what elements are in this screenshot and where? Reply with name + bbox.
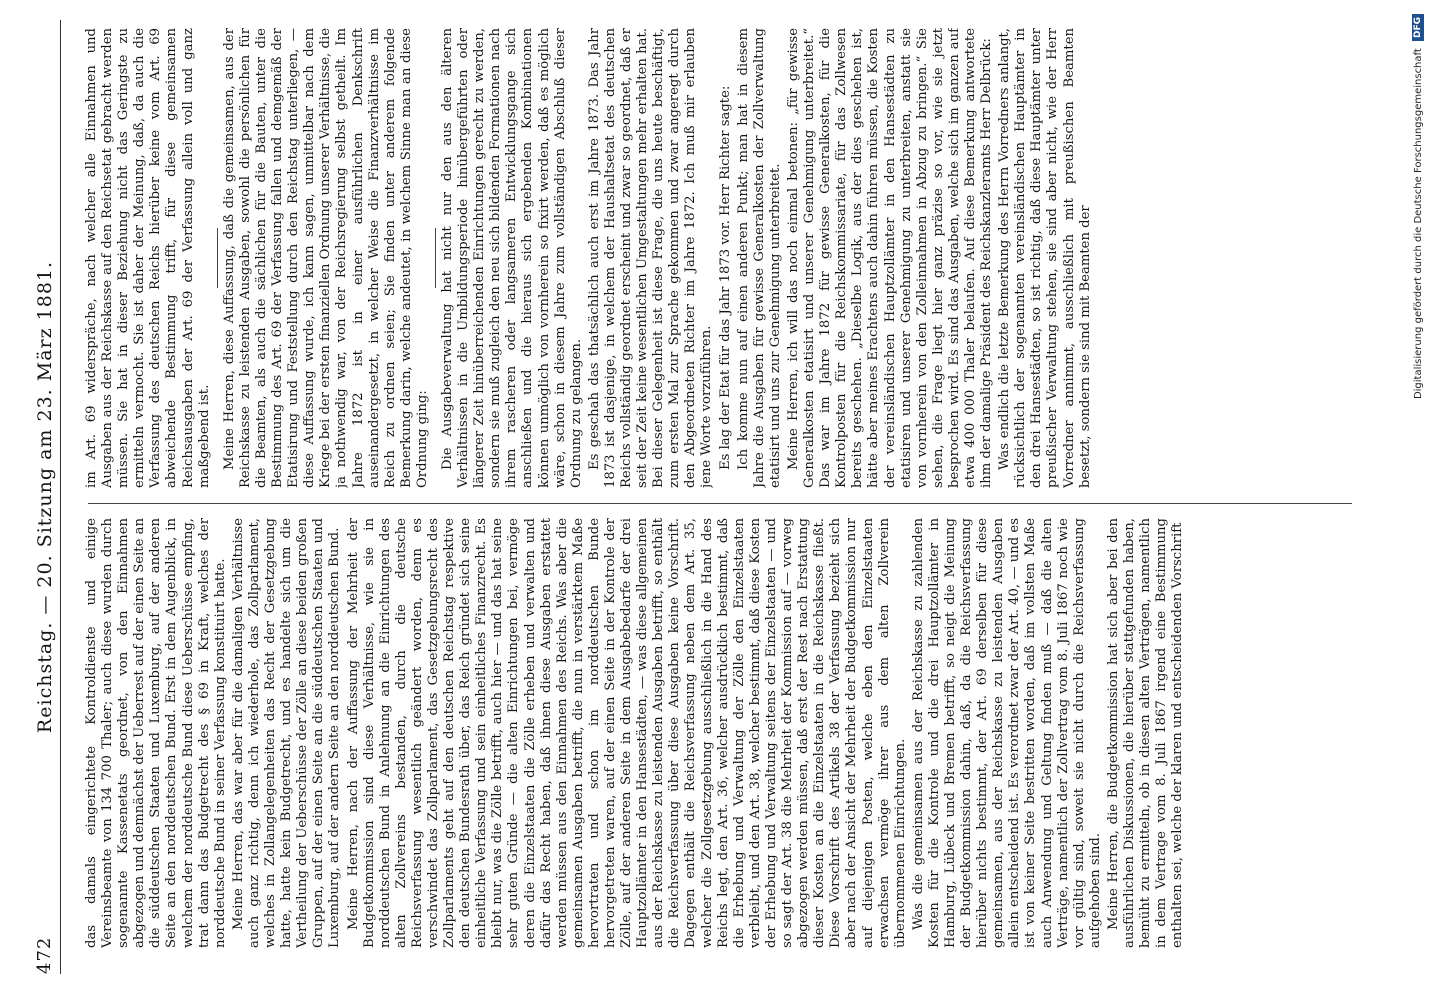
paragraph: Meine Herren, nach der Auffassung der Mehrheit der Budgetkommission sind diese Verhältnisse, wie sie in norddeutschen Bund in Anlehnung an die Einrichtungen des alten Zollvereins bestanden, durch die deutsche Reichsverfassung wesentlich geändert worden, denn es verschwindet das Zollparlament, das Gesetzgebungsrecht des Zollparlaments geht auf den deutschen Reichstag respektive den deutschen Bundesrath über, das Reich gründet sich seine einheitliche Verfassung und sein einheitliches Finanzrecht. Es bleibt nur, was die Zölle betrifft, auch hier — und das hat seine sehr guten Gründe — die alten Einrichtungen bei, vermöge deren die Einzelstaaten die Zölle erheben und verwalten und dafür das Recht haben, daß ihnen diese Ausgaben erstattet werden müssen aus den Einnahmen des Reichs. Was aber die gemeinsamen Ausgaben betrifft, die nun in verstärktem Maße hervortraten und schon im norddeutschen Bunde hervorgetreten waren, auf der einen Seite in der Kontrole der Zölle, auf der anderen Seite in dem Ausgabebedarfe der drei Hauptzollämter in den Hansestädten, — was diese allgemeinen aus der Reichskasse zu leistenden Ausgaben betrifft, so enthält die Reichsverfassung über diese Ausgaben keine Vorschrift. Dagegen enthält die Reichsverfassung neben dem Art. 35, welcher die Zollgesetzgebung ausschließlich in die Hand des Reichs legt, den Art. 36, welcher ausdrücklich bestimmt, daß die Erhebung und Verwaltung der Zölle den Einzelstaaten verbleibt, und den Art. 38, welcher bestimmt, daß diese Kosten der Erhebung und Verwaltung seitens der Einzelstaaten — und so sagt der Art. 38 die Mehrheit der Kommission auf — vorweg abgezogen werden müssen, daß erst der Rest nach Erstattung dieser Kosten an die Einzelstaaten in die Reichskasse fließt. Diese Vorschrift des Artikels 38 der Verfassung bezieht sich aber nach der Ansicht der Mehrheit der Budgetkommission nur auf diejenigen Posten, welche eben den Einzelstaaten erwachsen vermöge ihrer aus dem alten Zollverein übernommenen Einrichtungen. — [345, 518, 908, 948]
section-rule — [217, 228, 218, 288]
dfg-logo: DFG — [1412, 14, 1424, 41]
digitization-credit — [1412, 0, 1424, 1000]
page-number: 472 — [34, 936, 55, 974]
quoted-paragraph: Ich komme nun auf einen anderen Punkt; man hat in diesem Jahre die Ausgaben für gewisse Generalkosten der Zollverwaltung etatisirt und uns zur Genehmigung unterbreitet. — [735, 28, 783, 488]
text-column-right — [84, 28, 1356, 488]
paragraph: Meine Herren, die Budgetkommission hat sich aber bei den ausführlichen Diskussionen, die hierüber stattgefunden haben, bemüht zu ermitteln, ob in diesen alten Verträgen, namentlich in dem Vertrage vom 8. Juli 1867 irgend eine Bestimmung enthalten sei, welche der klaren und entscheidenden Vorschrift — [1105, 518, 1186, 948]
text-column-left — [84, 518, 1356, 948]
paragraph: im Art. 69 widerspräche, nach welcher alle Einnahmen und Ausgaben aus der Reichskasse auf den Reichsetat gebracht werden müssen. Sie hat in dieser Beziehung nicht das Geringste zu ermitteln vermocht. Sie ist daher der Meinung, daß, da auch die Verfassung des deutschen Reichs hierüber keine vom Art. 69 abweichende Bestimmung trifft, für diese gemeinsamen Reichsausgaben der Art. 69 der Verfassung allein voll und ganz maßgebend ist. — [84, 28, 212, 488]
paragraph: Was die gemeinsamen aus der Reichskasse zu zahlenden Kosten für die Kontrole und die drei Hauptzollämter in Hamburg, Lübeck und Bremen betrifft, so neigt die Meinung der Budgetkommission dahin, daß, da die Reichsverfassung hierüber nichts bestimmt, der Art. 69 derselben für diese gemeinsamen, aus der Reichskasse zu leistenden Ausgaben allein entscheidend ist. Es verordnet zwar der Art. 40, — und es ist von keiner Seite bestritten worden, daß im vollsten Maße auch Anwendung und Geltung finden muß — daß die alten Verträge, namentlich der Zollvertrag vom 8. Juli 1867 noch wie vor gültig sind, soweit sie nicht durch die Reichsverfassung aufgehoben sind. — [910, 518, 1103, 948]
paragraph: Es geschah das thatsächlich auch erst im Jahre 1873. Das Jahr 1873 ist dasjenige, in welchem der Haushaltsetat des deutschen Reichs vollständig geordnet erscheint und zwar so geordnet, daß er seit der Zeit keine wesentlichen Umgestaltungen mehr erhalten hat. Bei dieser Gelegenheit ist diese Frage, die uns heute beschäftigt, zum ersten Mal zur Sprache gekommen und zwar angeregt durch den Abgeordneten Richter im Jahre 1872. Ich muß mir erlauben jene Worte vorzuführen. — [586, 28, 715, 488]
paragraph: Meine Herren, diese Auffassung, daß die gemeinsamen, aus der Reichskasse zu leistenden Ausgaben, sowohl die persönlichen für die Beamten, als auch die sächlichen für die Bauten, unter die Bestimmung des Art. 69 der Verfassung fallen und demgemäß der Etatisirung und Feststellung durch den Reichstag unterliegen, — diese Auffassung wurde, ich kann sagen, unmittelbar nach dem Kriege bei der ersten finanziellen Ordnung unserer Verhältnisse, die ja nothwendig war, von der Reichsregierung selbst getheilt. Im Jahre 1872 ist in einer ausführlichen Denkschrift auseinandergesetzt, in welcher Weise die Finanzverhältnisse im Reich zu ordnen seien; Sie finden unter anderem folgende Bemerkung darin, welche andeutet, in welchem Sinne man an diese Ordnung ging: — [221, 28, 430, 488]
credit-text: Digitalisierung gefördert durch die Deutsche Forschungsgemeinschaft — [1413, 48, 1424, 400]
running-title: Reichstag. — 20. Sitzung am 23. März 1881. — [34, 260, 56, 734]
page-header — [30, 20, 61, 974]
column-divider — [88, 503, 1352, 504]
paragraph: das damals eingerichtete Kontroldienste und einige Vereinsbeamte von 134 700 Thaler; auch diese wurden durch sogenannte Kassenetats geordnet, von den Einnahmen abgezogen und demnächst der Ueberrest auf der einen Seite an die süddeutschen Staaten und Luxemburg, auf der anderen Seite an den norddeutschen Bund. Erst in dem Augenblick, in welchem der norddeutsche Bund diese Ueberschüsse empfing, trat dann das Budgetrecht des § 69 in Kraft, welches der norddeutsche Bund in seiner Verfassung konstituirt hatte. — [84, 518, 228, 948]
quoted-paragraph: Die Ausgabeverwaltung hat nicht nur den aus den älteren Verhältnissen in die Umbildungsperiode hinübergeführten oder längerer Zeit hinüberreichenden Einrichtungen gerecht zu werden, sondern sie muß zugleich den neu sich bildenden Formationen nach ihrem rascheren oder langsameren Entwicklungsgange sich anschließen und die hieraus sich ergebenden Kombinationen können unmöglich von vornherein so fixirt werden, daß es möglich wäre, schon in diesem Jahre zum vollständigen Abschluß dieser Ordnung zu gelangen. — [439, 28, 584, 488]
paragraph: Meine Herren, ich will das noch einmal betonen: „für gewisse Generalkosten etatisirt und unserer Genehmigung unterbreitet.“ Das war im Jahre 1872 für gewisse Generalkosten, für die Kontrolposten für die Reichskommissariate, für das Zollwesen bereits geschehen. „Dieselbe Logik, aus der dies geschehen ist, hätte aber meines Erachtens auch dahin führen müssen, die Kosten der vereinsländischen Hauptzollämter in den Hansestädten zu etatisiren und unserer Genehmigung zu unterbreiten, anstatt sie von vornherein von den Zolleinnahmen in Abzug zu bringen.“ Sie sehen, die Frage liegt hier ganz präzise so vor, wie sie jetzt besprochen wird. Es sind das Ausgaben, welche sich im ganzen auf etwa 400 000 Thaler belaufen. Auf diese Bemerkung antwortete ihm der damalige Präsident des Reichskanzleramts Herr Delbrück: — [785, 28, 995, 488]
section-rule — [435, 228, 436, 288]
paragraph: Es lag der Etat für das Jahr 1873 vor. Herr Richter sagte: — [717, 85, 733, 470]
paragraph: Meine Herren, das war aber für die damaligen Verhältnisse auch ganz richtig, denn ich wiederhole, das Zollparlament, welches in Zollangelegenheiten das Recht der Gesetzgebung hatte, hatte kein Budgetrecht, und es handelte sich um die Vertheilung der Ueberschüsse der Zölle an diese beiden großen Gruppen, auf der einen Seite an die süddeutschen Staaten und Luxemburg, auf der andern Seite an den norddeutschen Bund. — [230, 518, 343, 948]
quoted-paragraph: Was endlich die letzte Bemerkung des Herrn Vorredners anlangt, rücksichtlich der sogenannten vereinsländischen Hauptämter in den drei Hansestädten, so ist richtig, daß diese Hauptämter unter preußischer Verwaltung stehen, sie sind aber nicht, wie der Herr Vorredner annimmt, ausschließlich mit preußischen Beamten besetzt, sondern sie sind mit Beamten der — [997, 28, 1093, 488]
